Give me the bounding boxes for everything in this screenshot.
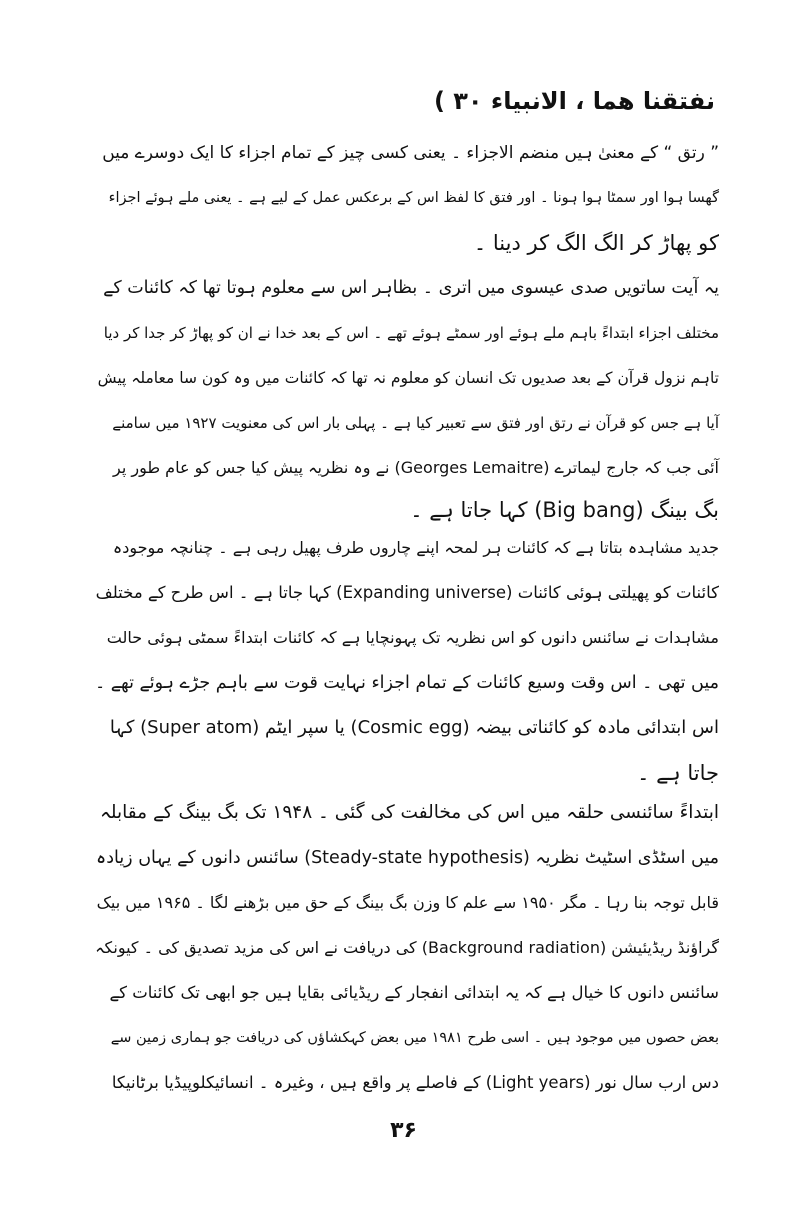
text-line: گھسا ہوا اور سمٹا ہوا ہونا ۔ اور فتق کا لفظ اس کے برعکس عمل کے لیے ہے ۔ یعنی ملے ہوئے اجزاء xyxy=(108,190,719,206)
text-line: سائنس دانوں کا خیال ہے کہ یہ ابتدائی انفجار کے ریڈیائی بقایا ہیں جو ابھی تک کائنات کے xyxy=(109,983,719,1002)
text-line: یہ آیت ساتویں صدی عیسوی میں اتری ۔ بظاہر اس سے معلوم ہوتا تھا کہ کائنات کے xyxy=(103,278,719,298)
text-line: آیا ہے جس کو قرآن نے رتق اور فتق سے تعبیر کیا ہے ۔ پہلی بار اس کی معنویت ۱۹۲۷ میں سامنے xyxy=(112,414,719,432)
text-line: میں اسٹڈی اسٹیٹ نظریہ (Steady-state hypothesis) سائنس دانوں کے یہاں زیادہ xyxy=(95,848,719,868)
text-line: گراؤنڈ ریڈیئیشن (Background radiation) کی دریافت نے اس کی مزید تصدیق کی ۔ کیونکہ xyxy=(95,938,719,957)
text-line: جدید مشاہدہ بتاتا ہے کہ کائنات ہر لمحہ اپنے چاروں طرف پھیل رہی ہے ۔ چنانچہ موجودہ xyxy=(112,538,719,557)
page-number: ۳۶ xyxy=(390,1118,417,1143)
verse-reference-heading: نفتقنا ھما ، الانبیاء ۳۰ ) xyxy=(433,87,715,115)
text-line: دس ارب سال نور (Light years) کے فاصلے پر واقع ہیں ، وغیرہ ۔ انسائیکلوپیڈیا برٹانیکا xyxy=(111,1073,719,1092)
text-line: میں تھی ۔ اس وقت وسیع کائنات کے تمام اجزاء نہایت قوت سے باہم جڑے ہوئے تھے ۔ xyxy=(94,673,719,693)
text-line: جاتا ہے ۔ xyxy=(637,761,719,785)
text-line: مشاہدات نے سائنس دانوں کو اس نظریہ تک پہونچایا ہے کہ کائنات ابتداءً سمٹی ہوئی حالت xyxy=(106,628,719,647)
text-line: مختلف اجزاء ابتداءً باہم ملے ہوئے اور سمٹے ہوئے تھے ۔ اس کے بعد خدا نے ان کو پھاڑ کر جدا کر دیا xyxy=(103,324,719,342)
text-line: تاہم نزول قرآن کے بعد صدیوں تک انسان کو معلوم نہ تھا کہ کائنات میں وہ کون سا معاملہ پیش xyxy=(97,369,719,387)
text-line: کائنات کو پھیلتی ہوئی کائنات (Expanding universe) کہا جاتا ہے ۔ اس طرح کے مختلف xyxy=(95,583,719,602)
text-line: اس ابتدائی مادہ کو کائناتی بیضہ (Cosmic egg) یا سپر ایٹم (Super atom) کہا xyxy=(109,717,719,738)
text-line: کو پھاڑ کر الگ الگ کر دینا ۔ xyxy=(473,231,719,255)
text-line: ” رتق “ کے معنیٰ ہیں منضم الاجزاء ۔ یعنی کسی چیز کے تمام اجزاء کا ایک دوسرے میں xyxy=(102,143,719,163)
text-line: آئی جب کہ جارج لیماترے (Georges Lemaitre) نے وہ نظریہ پیش کیا جس کو عام طور پر xyxy=(113,458,719,477)
text-line: بعض حصوں میں موجود ہیں ۔ اسی طرح ۱۹۸۱ میں بعض کہکشاؤں کی دریافت جو ہماری زمین سے xyxy=(110,1030,719,1046)
text-line: ابتداءً سائنسی حلقہ میں اس کی مخالفت کی گئی ۔ ۱۹۴۸ تک بگ بینگ کے مقابلہ xyxy=(100,802,719,823)
text-line: قابل توجہ بنا رہا ۔ مگر ۱۹۵۰ سے علم کا وزن بگ بینگ کے حق میں بڑھنے لگا ۔ ۱۹۶۵ میں بیک xyxy=(96,893,719,912)
text-line: بگ بینگ (Big bang) کہا جاتا ہے ۔ xyxy=(410,498,719,522)
